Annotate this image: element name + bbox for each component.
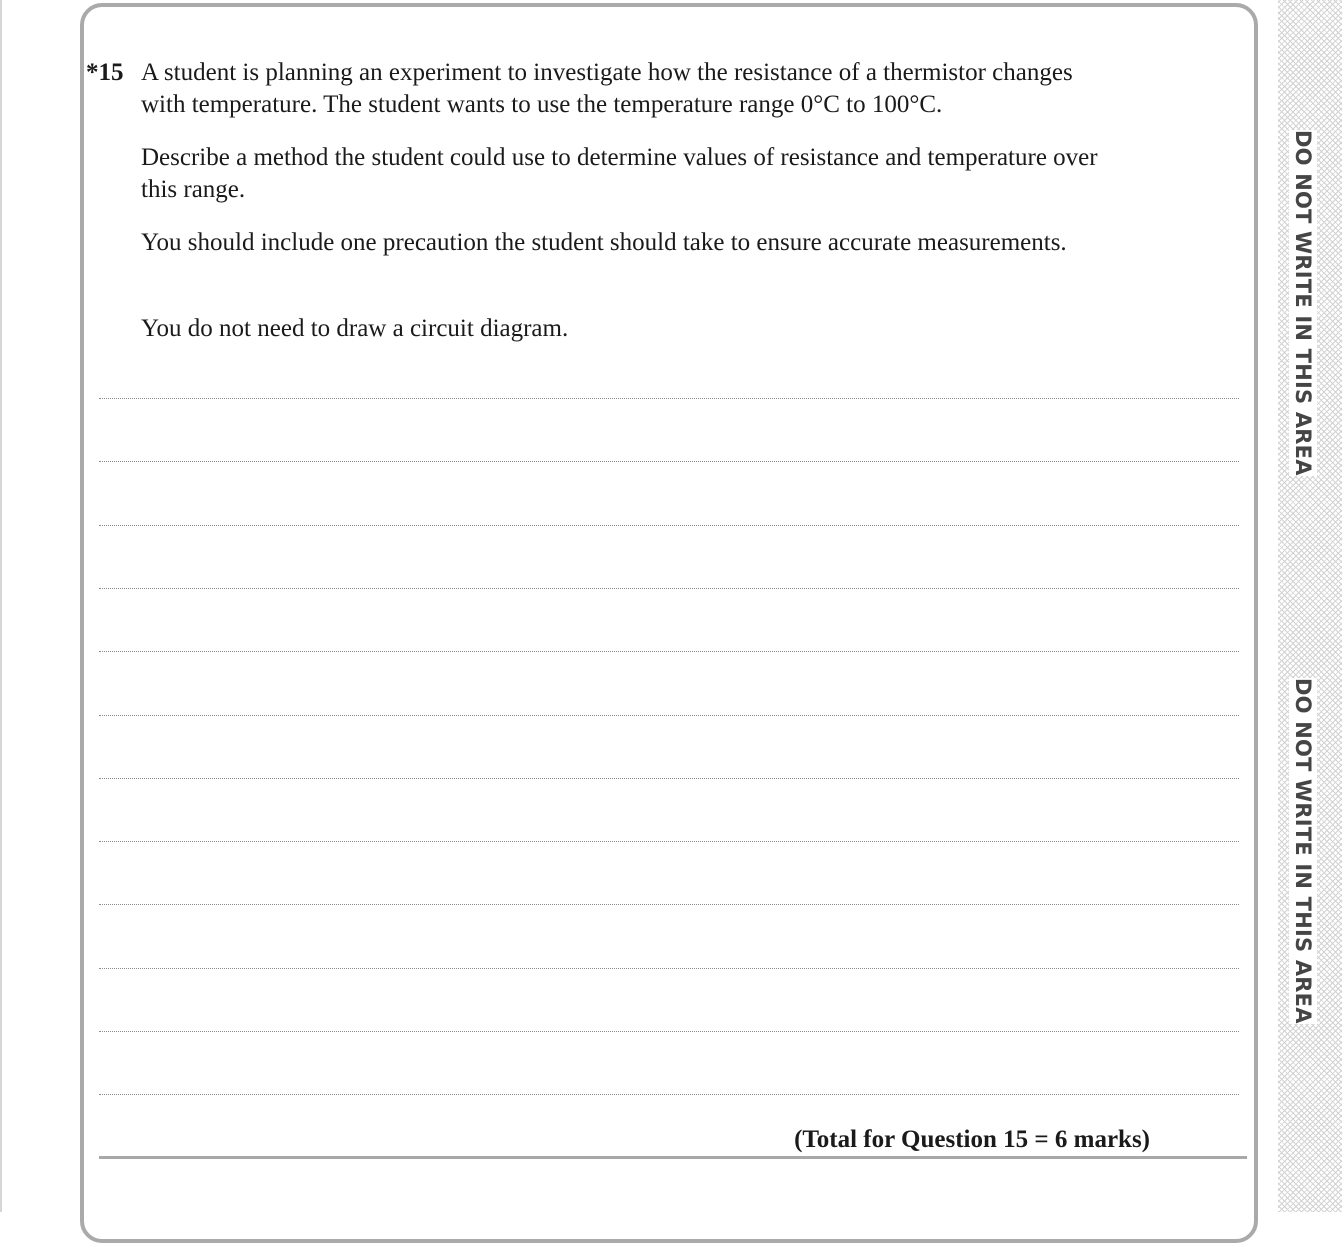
page-left-edge (0, 0, 2, 1212)
answer-line[interactable] (99, 461, 1239, 462)
answer-line[interactable] (99, 841, 1239, 842)
answer-line[interactable] (99, 1031, 1239, 1032)
margin-warning-label: DO NOT WRITE IN THIS AREA (1291, 678, 1315, 1024)
answer-line[interactable] (99, 1094, 1239, 1095)
answer-line[interactable] (99, 525, 1239, 526)
answer-line[interactable] (99, 778, 1239, 779)
answer-line[interactable] (99, 651, 1239, 652)
question-diagram-note: You do not need to draw a circuit diagram. (141, 315, 569, 342)
total-divider (99, 1156, 1247, 1159)
answer-line[interactable] (99, 968, 1239, 969)
question-number: *15 (86, 59, 124, 86)
answer-line[interactable] (99, 588, 1239, 589)
answer-line[interactable] (99, 398, 1239, 399)
answer-line[interactable] (99, 904, 1239, 905)
margin-warning-label: DO NOT WRITE IN THIS AREA (1291, 130, 1315, 476)
question-precaution-note: You should include one precaution the student should take to ensure accurate measurements. (141, 229, 1067, 256)
answer-line[interactable] (99, 715, 1239, 716)
question-stem: A student is planning an experiment to investigate how the resistance of a thermistor changes with temperature. The student wants to use the temperature range 0°C to 100°C. (141, 59, 1073, 118)
question-instruction: Describe a method the student could use to determine values of resistance and temperature over this range. (141, 144, 1098, 203)
question-total-marks: (Total for Question 15 = 6 marks) (794, 1126, 1150, 1153)
